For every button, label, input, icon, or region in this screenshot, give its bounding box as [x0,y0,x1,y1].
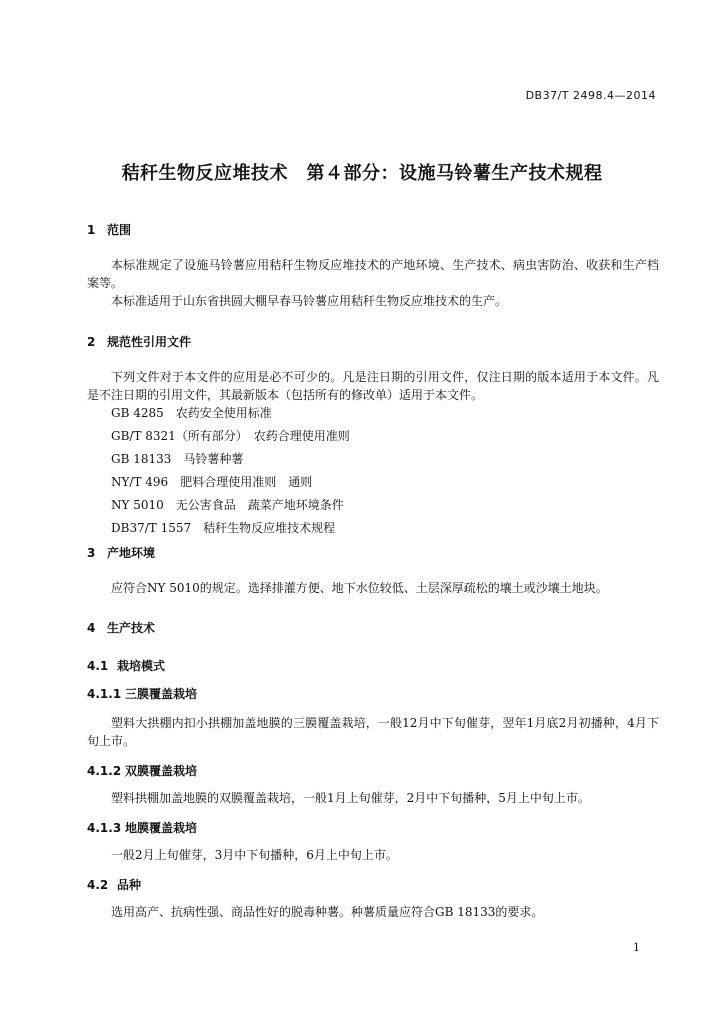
section-1-heading [87,221,131,238]
section-4-2-title: 品种 [117,878,142,892]
section-3-paragraph: 应符合NY 5010的规定。选择排灌方便、地下水位较低、土层深厚疏松的壤土或沙壤土地块。 [111,581,608,595]
section-4-1-3-number: 4.1.3 [87,821,122,835]
document-title: 秸秆生物反应堆技术 第４部分：设施马铃薯生产技术规程 [121,163,603,184]
reference-item: NY 5010 无公害食品 蔬菜产地环境条件 [111,498,344,512]
document-code: DB37/T 2498.4—2014 [525,89,656,102]
reference-item: GB 4285 农药安全使用标准 [111,406,272,420]
section-4-1-2-paragraph: 塑料拱棚加盖地膜的双膜覆盖栽培，一般1月上旬催芽，2月中下旬播种，5月上中旬上市。 [111,791,590,805]
section-4-1-3-heading [87,819,197,836]
section-4-2-number: 4.2 [87,878,109,892]
reference-item: GB 18133 马铃薯种薯 [111,452,244,466]
section-4-1-number: 4.1 [87,659,109,673]
reference-item: GB/T 8321（所有部分） 农药合理使用准则 [111,429,350,443]
section-1-paragraph-1: 本标准规定了设施马铃薯应用秸秆生物反应堆技术的产地环境、生产技术、病虫害防治、收获和生产档案等。 [87,258,659,290]
section-4-heading [87,619,155,636]
page-number: 1 [633,941,640,954]
section-4-1-1-heading [87,685,197,702]
section-4-1-1-title: 三膜覆盖栽培 [125,687,198,701]
section-2-heading [87,333,191,350]
section-4-1-1-paragraph: 塑料大拱棚内扣小拱棚加盖地膜的三膜覆盖栽培，一般12月中下旬催芽，翌年1月底2月初播种，4月下旬上市。 [87,716,659,748]
section-4-2-paragraph: 选用高产、抗病性强、商品性好的脱毒种薯。种薯质量应符合GB 18133的要求。 [111,905,544,919]
section-3-number: 3 [87,546,96,560]
section-4-1-3-title: 地膜覆盖栽培 [125,821,198,835]
section-4-1-3-paragraph: 一般2月上旬催芽，3月中下旬播种，6月上中旬上市。 [111,848,398,862]
reference-item: NY/T 496 肥料合理使用准则 通则 [111,475,313,489]
section-4-1-2-number: 4.1.2 [87,764,122,778]
section-3-title: 产地环境 [107,546,156,560]
section-2-intro: 下列文件对于本文件的应用是必不可少的。凡是注日期的引用文件，仅注日期的版本适用于本文件。凡是不注日期的引用文件，其最新版本（包括所有的修改单）适用于本文件。 [87,370,659,402]
section-4-1-2-heading [87,762,197,779]
section-2-number: 2 [87,335,96,349]
section-1-paragraph-2: 本标准适用于山东省拱圆大棚早春马铃薯应用秸秆生物反应堆技术的生产。 [111,294,508,308]
section-4-number: 4 [87,621,96,635]
section-4-2-heading [87,876,141,893]
section-1-number: 1 [87,223,96,237]
section-1-title: 范围 [107,223,132,237]
section-4-1-title: 栽培模式 [117,659,166,673]
section-4-title: 生产技术 [107,621,156,635]
section-4-1-1-number: 4.1.1 [87,687,122,701]
section-3-heading [87,544,155,561]
reference-item: DB37/T 1557 秸秆生物反应堆技术规程 [111,521,336,535]
section-4-1-heading [87,657,165,674]
section-4-1-2-title: 双膜覆盖栽培 [125,764,198,778]
section-2-title: 规范性引用文件 [107,335,192,349]
